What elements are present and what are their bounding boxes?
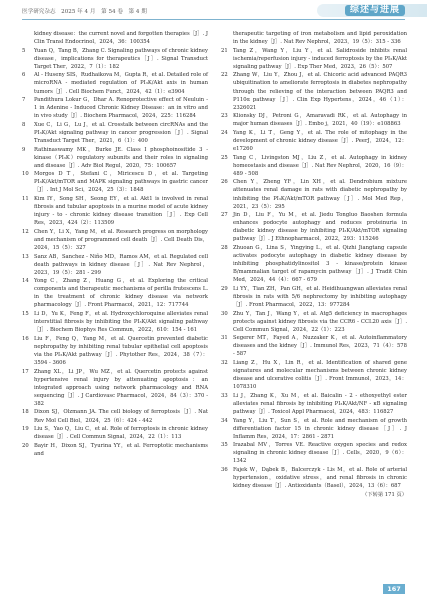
reference-number: 20	[22, 442, 29, 449]
reference-item	[22, 47, 208, 71]
reference-text: Li D，Yu K，Feng F，et al. Hydroxychloroquine alleviates renal interstitial fibrosis by inhibiting the PI₃K/Akt signaling pathway［J］. Biochem Biophys Res Commun，2022，610：154 - 161	[34, 311, 208, 334]
section-title: 综述与进展	[345, 5, 405, 16]
reference-text: Yang K，Li T，Geng Y，et al. The role of mitophagy in the development of chronic kidney disease［J］. PeerJ，2024，12：e17260	[233, 129, 407, 153]
reference-item	[22, 146, 208, 170]
reference-text: Xue C，Li G，Lu J，et al. Crosstalk between circRNAs and the PI₃K/Akt signaling pathway in cancer progression［J］. Signal Transduct Target Ther，2021，6（1）：400	[34, 121, 208, 144]
reference-number: 16	[22, 335, 29, 342]
reference-text: Li YY，Tian ZH，Pan GH，et al. Heidihuangwan alleviates renal fibrosis in rats with 5/6 nephrectomy by inhibiting autophagy［J］. Front Pharmacol，2022，13：977284	[233, 285, 407, 308]
reference-number: 5	[22, 47, 26, 54]
reference-text: Dixon SJ，Olzmann JA. The cell biology of ferroptosis［J］. Nat Rev Mol Cell Biol，2024，25（6）：424 - 442	[34, 409, 208, 424]
reference-number: 10	[22, 171, 29, 178]
reference-text: Yang Y，Liu T，Sun S，et al. Role and mechanism of growth differentiation factor 15 in chronic kidney disease［J］. J Inflamm Res，2024，17：2861 - 2871	[233, 417, 407, 440]
reference-number: 36	[221, 466, 228, 473]
reference-text: Jin D，Liu F，Yu M，et al. Jiedu Tongluo Baoshen formula enhances podocyte autophagy and reduces proteinuria in diabetic kidney disease by inhibiting PI₃K/Akt/mTOR signaling pathway［J］. J Ethnopharmacol，2022，293：115246	[233, 212, 407, 243]
reference-number: 29	[221, 285, 228, 292]
reference-text: Fajek W，Dąbek B，Balcerczyk - Lis M，et al. Role of arterial hypertension，oxidative stress，and renal fibrosis in chronic kidney disease［J］. Antioxidants（Basel），2024，13（6）：687	[233, 466, 407, 490]
reference-text: Pandithura Lokur G，Dhar A. Renoprotective effect of Neuluin - 1 in Adenine - Induced Chronic Kidney Disease：an in vitro and in vivo study［J］. Biochem Pharmacol，2024，225：116284	[34, 97, 208, 120]
reference-number: 13	[22, 253, 29, 260]
reference-item	[22, 253, 208, 277]
journal-line: 医学研究杂志 2025 年 4 月 第 54 卷 第 4 期	[22, 9, 147, 15]
reference-number: 35	[221, 442, 228, 449]
reference-text: Yong C，Zhang Z，Huang G，et al. Exploring the critical components and therapeutic mechanisms of perilla frutescens L. in the treatment of chronic kidney disease via network pharmacology［J］. Front Pharmacol，2021，12：717744	[34, 278, 208, 309]
reference-item	[221, 334, 407, 358]
continued-note: （下转第 171 页）	[362, 492, 407, 499]
reference-item	[221, 154, 407, 178]
reference-number: 31	[221, 335, 228, 342]
reference-number: 32	[221, 360, 228, 366]
reference-text: Morgos D T，Stefani C，Miricescu D，et al. Targeting PI₃K/Akt/mTOR and MAPK signaling pathways in gastric cancer［J］. Int J Mol Sci，2024，25（3）：1848	[34, 171, 208, 194]
reference-number: 25	[221, 154, 228, 161]
reference-text: Liu S，Yao Q，Liu C，et al. Role of ferroptosis in chronic kidney disease［J］. Cell Commun Signal，2024，22（1）：113	[34, 426, 208, 441]
reference-item	[221, 244, 407, 284]
reference-item	[22, 71, 208, 95]
reference-item	[221, 178, 407, 210]
reference-number: 19	[22, 426, 29, 433]
reference-item	[22, 195, 208, 227]
references-right-column	[221, 30, 407, 499]
reference-text: Liang Z，Hu X，Lin R，et al. Identification of shared gene signatures and molecular mechanisms between chronic kidney disease and ulcerative colitis［J］. Front Immunol，2023，14：1078310	[233, 360, 407, 391]
reference-item	[221, 71, 407, 111]
reference-item	[221, 129, 407, 153]
reference-number: 8	[22, 121, 26, 128]
reference-item	[221, 30, 407, 46]
reference-number: 14	[22, 278, 29, 285]
reference-item	[221, 466, 407, 490]
reference-number: 11	[22, 196, 29, 203]
reference-number: 18	[22, 409, 29, 416]
reference-number: 28	[221, 244, 228, 251]
reference-item	[221, 359, 407, 391]
reference-text: Al - Huseny SIS，Rudhaikova M，Gupta R，et al. Detailed role of microRNA - mediated regulation of PI₃K/Akt axis in human tumors［J］. Cell Biochem Funct，2024，42（1）：e3904	[34, 72, 208, 95]
reference-number: 22	[221, 72, 228, 79]
reference-number: 26	[221, 179, 228, 186]
reference-text: Sanz AB，Sanchez - Niño MD，Ramos AM，et al. Regulated cell death pathways in kidney disease［J］. Nat Rev Nephrol，2023，19（5）：281 - 299	[34, 253, 208, 276]
page-number: 167	[383, 584, 405, 594]
reference-item	[22, 425, 208, 441]
reference-number: 34	[221, 417, 228, 424]
reference-number: 33	[221, 392, 228, 399]
reference-number: 27	[221, 212, 228, 219]
reference-item	[22, 30, 208, 46]
reference-text: Chen Y，Zheng YF，Lin XH，et al. Dendrobium mixture attenuates renal damage in rats with diabetic nephropathy by inhibiting the PI₃K/Akt/mTOR pathway［J］. Mol Med Rep，2021，23（5）：295	[233, 179, 407, 210]
reference-text: Zhu Y，Tan J，Wang Y，et al. Atg5 deficiency in macrophages protects against kidney fibrosis via the CCR6 - CCL20 axis［J］. Cell Commun Signal，2024，22（1）：223	[233, 310, 407, 333]
reference-number: 6	[22, 72, 26, 79]
reference-item	[22, 310, 208, 334]
reference-text: Zhuoan G，Lina S，Yingying L，et al. Qizhi Jiangtang capsule activates podocyte autophagy in diabetic kidney disease by inhibiting phosphatidylinositol 3 - kinase/protein kinase B/mammalian target of rapamycin pathway［J］. J Tradit Chin Med，2024，44（4）：667 - 679	[233, 244, 407, 284]
reference-item	[22, 442, 208, 458]
reference-item	[22, 335, 208, 367]
reference-item	[22, 277, 208, 309]
reference-number: 23	[221, 113, 228, 120]
reference-item	[221, 47, 407, 71]
reference-text: Klionsky DJ，Petroni G，Amaravadi RK，et al. Autophagy in major human diseases［J］. Embo j，2021，40（19）：e108863	[233, 113, 407, 128]
page-header	[0, 0, 427, 25]
reference-item	[221, 285, 407, 309]
reference-text: therapeutic targeting of iron metabolism and lipid peroxidation in the kidney［J］. Nat Rev Nephrol，2023，19（5）：315 - 336	[233, 31, 407, 46]
reference-item	[22, 121, 208, 145]
reference-item	[22, 96, 208, 120]
reference-text: Tang C，Livingston MJ，Liu Z，et al. Autophagy in kidney homeostasis and disease［J］. Nat Rev Nephrol，2020，16（9）：489 - 508	[233, 154, 407, 177]
reference-item	[221, 112, 407, 128]
reference-number: 30	[221, 310, 228, 317]
reference-text: Segerer MT，Fayed A，Nuzzaker K，et al. Autoinflammatory diseases and the kidney［J］. Immunol Res，2023，71（4）：578 - 587	[233, 335, 407, 358]
reference-item	[22, 228, 208, 252]
references-left-column	[22, 30, 208, 459]
reference-item	[221, 211, 407, 243]
reference-text: Li J，Zhang K，Xu M，et al. Baicalin - 2 - ethoxyethyl ester alleviates renal fibrosis by inhibiting PI₃K/Akt/NF - κB signaling pathway［J］. Toxicol Appl Pharmacol，2024，483：116827	[233, 392, 407, 415]
reference-item	[221, 417, 407, 441]
reference-text: Kim IY，Song SH，Seong EY，et al. Akt1 is involved in renal fibrosis and tubular apoptosis in a murine model of acute kidney injury - to - chronic kidney disease transition［J］. Exp Cell Res，2023，424（2）：113509	[34, 196, 208, 227]
reference-number: 17	[22, 368, 29, 375]
reference-text: Rathinaswamy MK，Burke JE. Class I phosphoinositide 3 - kinase（PI₃K）regulatory subunits and their roles in signaling and disease［J］. Adv Biol Regul，2020，75：100657	[34, 146, 208, 169]
reference-text: kidney disease：the current novel and forgotten therapies［J］. J Clin Transl Endocrinol，2024，36：100354	[34, 31, 208, 46]
reference-text: Zhang XL，Li JP，Wu MZ，et al. Quercetin protects against hypertensive renal injury by attenuating apoptosis：an integrated approach using network pharmacology and RNA sequencing［J］. J Cardiovasc Pharmacol，2024，84（3）：370 - 382	[34, 368, 208, 407]
reference-number: 21	[221, 47, 228, 54]
reference-text: Irazabal MV，Torres VE. Reactive oxygen species and redox signaling in chronic kidney disease［J］. Cells，2020，9（6）：1342	[233, 442, 407, 465]
reference-text: Chen Y，Li X，Yang M，et al. Research progress on morphology and mechanism of programmed cell death［J］. Cell Death Dis，2024，15（5）：327	[34, 228, 208, 251]
header-rule	[22, 19, 405, 20]
reference-text: Yuan Q，Tang B，Zhang C. Signaling pathways of chronic kidney disease，implications for therapeutics［J］. Signal Transduct Target Ther，2022，7（1）：182	[34, 47, 208, 70]
reference-number: 12	[22, 228, 29, 235]
reference-number: 9	[22, 146, 26, 153]
reference-number: 7	[22, 97, 26, 104]
reference-item	[22, 408, 208, 424]
reference-text: Bayir H，Dixon SJ，Tyurina YY，et al. Ferroptotic mechanisms and	[34, 442, 208, 457]
reference-item	[22, 368, 208, 408]
reference-text: Zhang W，Liu Y，Zhou J，et al. Chicoric acid advanced PAQR3 ubiquitination to ameliorate ferroptosis in diabetes nephropathy through the relieving of the interaction between PAQR3 and P110α pathway［J］. Clin Exp Hypertens，2024，46（1）：2326021	[233, 72, 407, 111]
reference-text: Tang Z，Wang Y，Liu Y，et al. Salidroside inhibits renal ischemia/reperfusion injury - induced ferroptosis by the PI₃K/Akt signaling pathway［J］. Exp Ther Med，2023，26（5）：507	[233, 47, 407, 70]
reference-text: Liu F，Feng Q，Yang M，et al. Quercetin prevented diabetic nephropathy by inhibiting renal tubular epithelial cell apoptosis via the PI₃K/Akt pathway［J］. Phytother Res，2024，38（7）：3594 - 3606	[34, 335, 208, 366]
reference-number: 24	[221, 129, 228, 136]
reference-item	[221, 392, 407, 416]
reference-item	[221, 441, 407, 465]
reference-item	[221, 310, 407, 334]
reference-item	[22, 170, 208, 194]
reference-number: 15	[22, 311, 29, 318]
